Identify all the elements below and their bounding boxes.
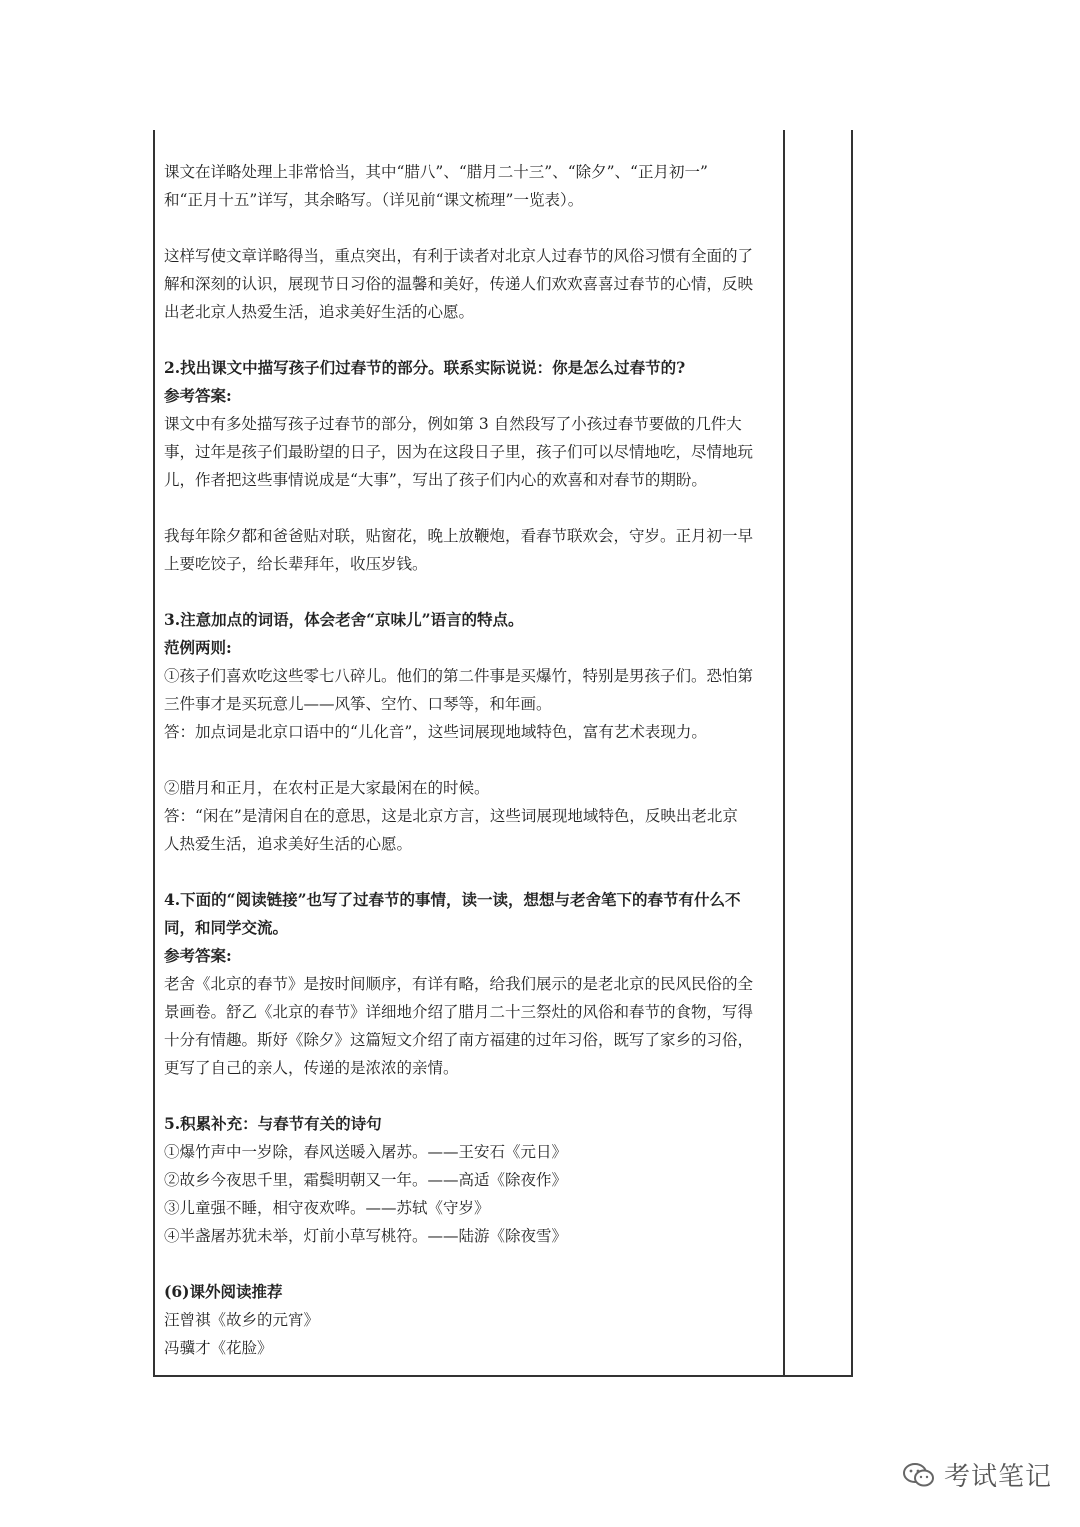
watermark-text: 考试笔记	[943, 1462, 1052, 1492]
text-line: ①孩子们喜欢吃这些零七八碎儿。他们的第二件事是买爆竹，特别是男孩子们。恐怕第	[164, 667, 754, 685]
paragraph-gap	[164, 214, 782, 242]
paragraph-gap	[164, 578, 782, 606]
text-line: 课文在详略处理上非常恰当，其中“腊八”、“腊月二十三”、“除夕”、“正月初一”	[164, 163, 708, 181]
table-bottom-border	[153, 1375, 853, 1377]
paragraph-gap	[164, 1082, 782, 1110]
text-line: 出老北京人热爱生活，追求美好生活的心愿。	[164, 303, 475, 321]
text-line: 冯骥才《花脸》	[164, 1339, 273, 1357]
table-right-border	[851, 130, 853, 1377]
text-line: 上要吃饺子，给长辈拜年，收压岁钱。	[164, 555, 428, 573]
question-heading	[164, 354, 782, 382]
paragraph	[164, 522, 782, 578]
text-line: 答：加点词是北京口语中的“儿化音”，这些词展现地域特色，富有艺术表现力。	[164, 723, 707, 741]
question-heading	[164, 634, 782, 662]
watermark	[902, 1456, 1052, 1493]
paragraph	[164, 242, 782, 326]
text-line: ②腊月和正月，在农村正是大家最闲在的时候。	[164, 779, 490, 797]
text-line: 参考答案:	[164, 386, 232, 405]
question-heading	[164, 1278, 782, 1306]
text-line: 4.下面的“阅读链接”也写了过春节的事情，读一读，想想与老舍笔下的春节有什么不	[164, 890, 741, 909]
text-line: 事，过年是孩子们最盼望的日子，因为在这段日子里，孩子们可以尽情地吃，尽情地玩	[164, 443, 754, 461]
question-heading	[164, 606, 782, 634]
text-line: 3.注意加点的词语，体会老舍“京味儿”语言的特点。	[164, 610, 524, 629]
text-line: 2.找出课文中描写孩子们过春节的部分。联系实际说说：你是怎么过春节的?	[164, 358, 686, 377]
text-line: 儿，作者把这些事情说成是“大事”，写出了孩子们内心的欢喜和对春节的期盼。	[164, 471, 707, 489]
text-line: ④半盏屠苏犹未举，灯前小草写桃符。——陆游《除夜雪》	[164, 1227, 568, 1245]
text-line: 课文中有多处描写孩子过春节的部分，例如第 3 自然段写了小孩过春节要做的几件大	[164, 415, 742, 433]
text-line: 汪曾祺《故乡的元宵》	[164, 1311, 320, 1329]
text-line: 这样写使文章详略得当，重点突出，有利于读者对北京人过春节的风俗习惯有全面的了	[164, 247, 754, 265]
text-line: 解和深刻的认识，展现节日习俗的温馨和美好，传递人们欢欢喜喜过春节的心情，反映	[164, 275, 754, 293]
text-line: ③儿童强不睡，相守夜欢哗。——苏轼《守岁》	[164, 1199, 490, 1217]
text-line: 和“正月十五”详写，其余略写。（详见前“课文梳理”一览表）。	[164, 191, 584, 209]
text-line: ①爆竹声中一岁除，春风送暖入屠苏。——王安石《元日》	[164, 1143, 568, 1161]
paragraph-gap	[164, 326, 782, 354]
table-left-border	[153, 130, 155, 1377]
text-line: 三件事才是买玩意儿——风筝、空竹、口琴等，和年画。	[164, 695, 552, 713]
text-line: ②故乡今夜思千里，霜鬓明朝又一年。——高适《除夜作》	[164, 1171, 568, 1189]
paragraph-gap	[164, 1250, 782, 1278]
text-line: 范例两则:	[164, 638, 232, 657]
paragraph	[164, 158, 782, 214]
text-line: 我每年除夕都和爸爸贴对联，贴窗花，晚上放鞭炮，看春节联欢会，守岁。正月初一早	[164, 527, 754, 545]
text-line: (6)课外阅读推荐	[164, 1282, 283, 1301]
paragraph	[164, 774, 782, 858]
document-content	[164, 158, 782, 1362]
question-heading	[164, 1110, 782, 1138]
paragraph	[164, 662, 782, 746]
paragraph	[164, 1138, 782, 1250]
wechat-icon	[902, 1462, 936, 1488]
text-line: 答：“闲在”是清闲自在的意思，这是北京方言，这些词展现地域特色，反映出老北京	[164, 807, 738, 825]
text-line: 同，和同学交流。	[164, 918, 289, 937]
text-line: 参考答案:	[164, 946, 232, 965]
text-line: 5.积累补充：与春节有关的诗句	[164, 1114, 382, 1133]
paragraph-gap	[164, 494, 782, 522]
question-heading	[164, 382, 782, 410]
paragraph	[164, 1306, 782, 1362]
paragraph-gap	[164, 746, 782, 774]
text-line: 十分有情趣。斯妤《除夕》这篇短文介绍了南方福建的过年习俗，既写了家乡的习俗，	[164, 1031, 754, 1049]
text-line: 人热爱生活，追求美好生活的心愿。	[164, 835, 413, 853]
table-column-divider	[783, 130, 785, 1377]
text-line: 更写了自己的亲人，传递的是浓浓的亲情。	[164, 1059, 459, 1077]
question-heading	[164, 886, 782, 942]
text-line: 景画卷。舒乙《北京的春节》详细地介绍了腊月二十三祭灶的风俗和春节的食物，写得	[164, 1003, 754, 1021]
question-heading	[164, 942, 782, 970]
paragraph-gap	[164, 858, 782, 886]
text-line: 老舍《北京的春节》是按时间顺序，有详有略，给我们展示的是老北京的民风民俗的全	[164, 975, 754, 993]
paragraph	[164, 410, 782, 494]
paragraph	[164, 970, 782, 1082]
